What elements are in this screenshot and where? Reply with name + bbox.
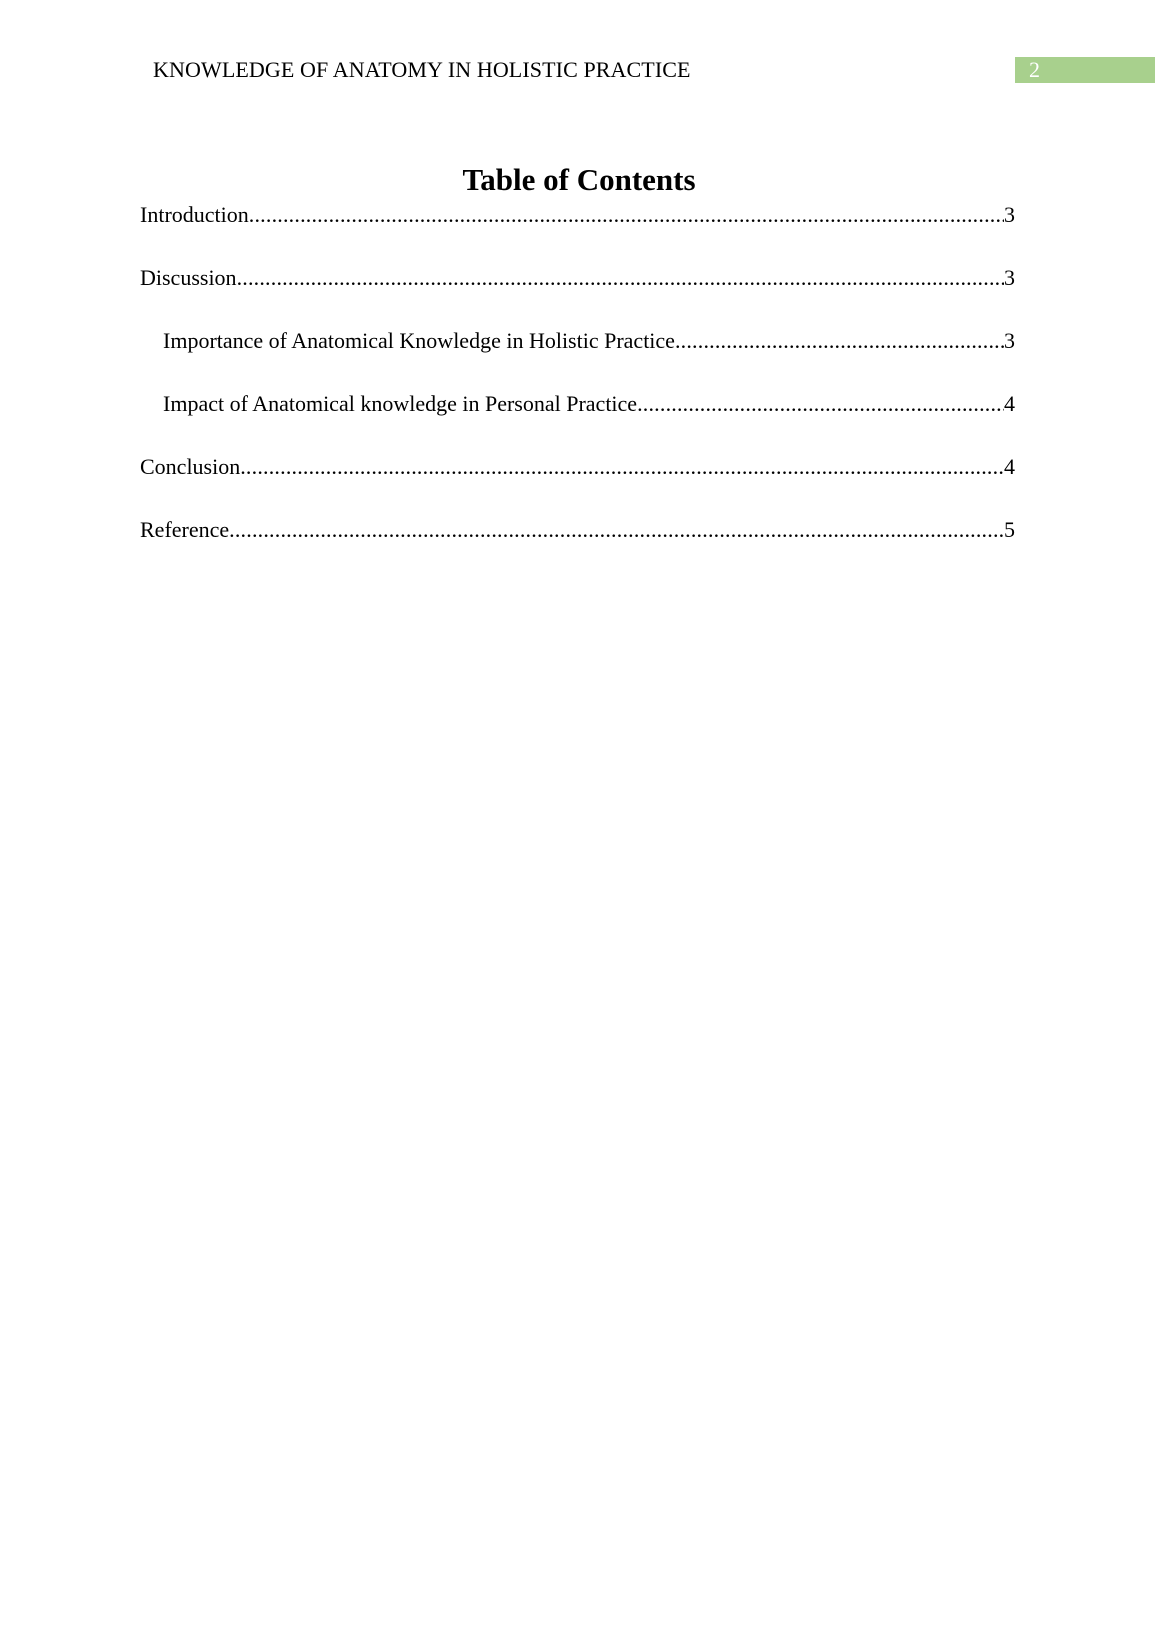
toc-entry-text: Reference (140, 517, 230, 542)
toc-dot-leader (249, 198, 1004, 232)
toc-dot-leader (675, 324, 1004, 358)
toc-entry-page: 5 (1004, 517, 1015, 542)
toc-entry-text: Conclusion (140, 454, 241, 479)
toc-entry-discussion[interactable] (140, 261, 1015, 324)
toc-entry-introduction[interactable] (140, 198, 1015, 261)
toc-entry-impact[interactable] (140, 387, 1015, 450)
toc-entry-page: 3 (1004, 202, 1015, 227)
toc-entry-text: Importance of Anatomical Knowledge in Holistic Practice (163, 328, 675, 353)
toc-entry-conclusion[interactable] (140, 450, 1015, 513)
page-number: 2 (1029, 57, 1040, 82)
toc-dot-leader (637, 387, 1004, 421)
toc-entry-text: Impact of Anatomical knowledge in Personal Practice (163, 391, 638, 416)
toc-entry-text: Discussion (140, 265, 237, 290)
toc-entry-text: Introduction (140, 202, 249, 227)
toc-entry-page: 4 (1004, 391, 1015, 416)
toc-dot-leader (237, 261, 1004, 295)
running-head: KNOWLEDGE OF ANATOMY IN HOLISTIC PRACTICE (153, 57, 691, 82)
toc-entry-page: 3 (1004, 265, 1015, 290)
toc-dot-leader (229, 513, 1004, 547)
toc-entry-importance[interactable] (140, 324, 1015, 387)
toc-title: Table of Contents (462, 162, 696, 197)
toc-entry-reference[interactable] (140, 513, 1015, 576)
page-header (0, 0, 1158, 100)
toc-dot-leader (240, 450, 1004, 484)
toc-entry-page: 3 (1004, 328, 1015, 353)
page-number-badge (1015, 57, 1155, 83)
table-of-contents (140, 198, 1015, 576)
toc-entry-page: 4 (1004, 454, 1015, 479)
